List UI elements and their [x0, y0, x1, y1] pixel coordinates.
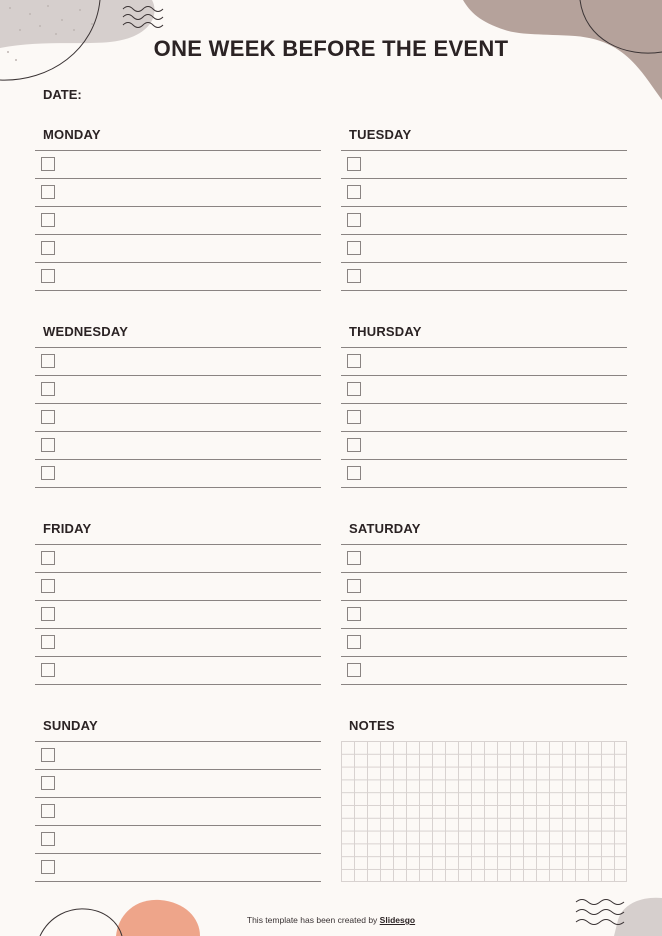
page-title: ONE WEEK BEFORE THE EVENT [153, 36, 509, 61]
checkbox[interactable] [41, 157, 55, 171]
checkbox[interactable] [41, 551, 55, 565]
checkbox[interactable] [41, 382, 55, 396]
day-label: MONDAY [43, 127, 101, 142]
task-row[interactable] [35, 262, 321, 290]
checkbox[interactable] [41, 804, 55, 818]
checkbox[interactable] [41, 860, 55, 874]
checkbox[interactable] [347, 410, 361, 424]
day-label: WEDNESDAY [43, 324, 129, 339]
task-row[interactable] [341, 628, 627, 656]
checkbox[interactable] [41, 579, 55, 593]
task-row[interactable] [341, 150, 627, 178]
task-row[interactable] [35, 628, 321, 656]
checkbox[interactable] [41, 269, 55, 283]
task-row[interactable] [35, 347, 321, 375]
task-row[interactable] [341, 178, 627, 206]
task-row[interactable] [35, 234, 321, 262]
task-row[interactable] [35, 206, 321, 234]
day-label: SATURDAY [349, 521, 421, 536]
day-label: SUNDAY [43, 718, 98, 733]
checkbox[interactable] [347, 466, 361, 480]
checkbox[interactable] [41, 832, 55, 846]
checkbox[interactable] [41, 635, 55, 649]
task-row[interactable] [341, 431, 627, 459]
checkbox[interactable] [41, 748, 55, 762]
task-row[interactable] [341, 403, 627, 431]
task-row[interactable] [35, 544, 321, 572]
row-divider [341, 290, 627, 291]
checkbox[interactable] [347, 438, 361, 452]
checkbox[interactable] [41, 663, 55, 677]
checkbox[interactable] [347, 213, 361, 227]
day-label: TUESDAY [349, 127, 412, 142]
task-row[interactable] [35, 769, 321, 797]
footer-text: This template has been created by [246, 915, 380, 925]
checkbox[interactable] [347, 382, 361, 396]
checkbox[interactable] [347, 269, 361, 283]
checkbox[interactable] [41, 213, 55, 227]
checkbox[interactable] [347, 157, 361, 171]
task-row[interactable] [35, 459, 321, 487]
task-row[interactable] [35, 741, 321, 769]
task-row[interactable] [35, 825, 321, 853]
task-row[interactable] [35, 403, 321, 431]
task-row[interactable] [341, 600, 627, 628]
task-row[interactable] [35, 797, 321, 825]
footer-brand-link[interactable]: Slidesgo [379, 915, 416, 925]
task-row[interactable] [341, 459, 627, 487]
date-label: DATE: [43, 87, 82, 102]
task-row[interactable] [341, 375, 627, 403]
checkbox[interactable] [347, 185, 361, 199]
day-label: THURSDAY [349, 324, 422, 339]
checkbox[interactable] [41, 466, 55, 480]
task-row[interactable] [35, 656, 321, 684]
task-row[interactable] [341, 206, 627, 234]
row-divider [35, 487, 321, 488]
checkbox[interactable] [41, 776, 55, 790]
task-row[interactable] [35, 150, 321, 178]
checkbox[interactable] [347, 354, 361, 368]
checkbox[interactable] [41, 438, 55, 452]
checkbox[interactable] [347, 241, 361, 255]
checkbox[interactable] [41, 410, 55, 424]
checkbox[interactable] [347, 551, 361, 565]
task-row[interactable] [341, 347, 627, 375]
row-divider [341, 684, 627, 685]
checkbox[interactable] [41, 354, 55, 368]
task-row[interactable] [341, 262, 627, 290]
task-row[interactable] [35, 178, 321, 206]
row-divider [35, 290, 321, 291]
task-row[interactable] [341, 544, 627, 572]
task-row[interactable] [35, 600, 321, 628]
notes-grid[interactable] [341, 741, 627, 882]
task-row[interactable] [35, 375, 321, 403]
task-row[interactable] [35, 572, 321, 600]
checkbox[interactable] [347, 579, 361, 593]
checkbox[interactable] [41, 607, 55, 621]
task-row[interactable] [341, 656, 627, 684]
checkbox[interactable] [347, 607, 361, 621]
checkbox[interactable] [347, 663, 361, 677]
checkbox[interactable] [347, 635, 361, 649]
task-row[interactable] [341, 234, 627, 262]
footer-credit [0, 915, 662, 925]
notes-label: NOTES [349, 718, 395, 733]
row-divider [341, 487, 627, 488]
day-label: FRIDAY [43, 521, 92, 536]
checkbox[interactable] [41, 185, 55, 199]
task-row[interactable] [35, 431, 321, 459]
task-row[interactable] [341, 572, 627, 600]
row-divider [35, 684, 321, 685]
row-divider [35, 881, 321, 882]
task-row[interactable] [35, 853, 321, 881]
checkbox[interactable] [41, 241, 55, 255]
